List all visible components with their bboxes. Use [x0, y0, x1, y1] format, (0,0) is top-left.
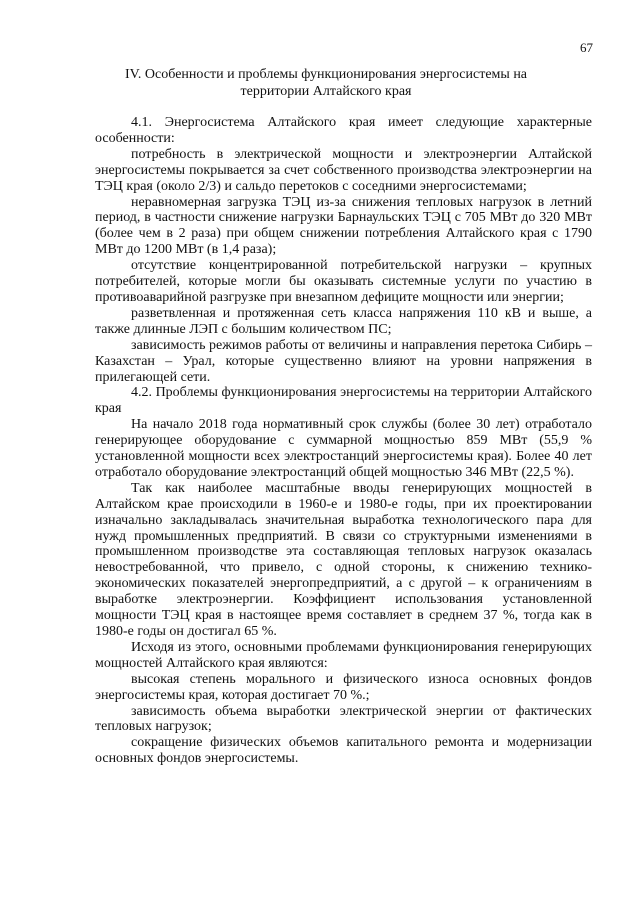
paragraph: высокая степень морального и физического износа основных фондов энергосистемы края, которая достигает 70 %.; [95, 671, 592, 703]
paragraph: сокращение физических объемов капитального ремонта и модернизации основных фондов энергосистемы. [95, 735, 592, 767]
paragraph: Исходя из этого, основными проблемами функционирования генерирующих мощностей Алтайского края являются: [95, 639, 592, 671]
paragraph: потребность в электрической мощности и электроэнергии Алтайской энергосистемы покрывается за счет собственного производства электроэнергии на ТЭЦ края (около 2/3) и сальдо перетоков с соседними энергосистемами; [95, 146, 592, 194]
paragraph: зависимость режимов работы от величины и направления перетока Сибирь – Казахстан – Урал, которые существенно влияют на уровни напряжения в прилегающей сети. [95, 337, 592, 385]
paragraph: разветвленная и протяженная сеть класса напряжения 110 кВ и выше, а также длинные ЛЭП с большим количеством ПС; [95, 305, 592, 337]
section-title: IV. Особенности и проблемы функционирования энергосистемы на территории Алтайского края [124, 67, 528, 99]
paragraph: зависимость объема выработки электрической энергии от фактических тепловых нагрузок; [95, 703, 592, 735]
page-number: 67 [580, 40, 593, 55]
paragraph: неравномерная загрузка ТЭЦ из-за снижения тепловых нагрузок в летний период, в частности снижение нагрузки Барнаульских ТЭЦ с 705 МВт до 320 МВт (более чем в 2 раза) при общем снижении потребления Алтайского края с 1790 МВт до 1200 МВт (в 1,4 раза); [95, 194, 592, 258]
paragraph: На начало 2018 года нормативный срок службы (более 30 лет) отработало генерирующее оборудование с суммарной мощностью 859 МВт (55,9 % установленной мощности всех электростанций энергосистемы края). Более 40 лет отработало оборудование электростанций общей мощностью 346 МВт (22,5 %). [95, 417, 592, 480]
paragraph: 4.2. Проблемы функционирования энергосистемы на территории Алтайского края [95, 385, 592, 417]
paragraph: отсутствие концентрированной потребительской нагрузки – крупных потребителей, которые могли бы оказывать системные услуги по участию в противоаварийной разгрузке при внезапном дефиците мощности или энергии; [95, 258, 592, 305]
document-body [95, 115, 592, 767]
paragraph: Так как наиболее масштабные вводы генерирующих мощностей в Алтайском крае происходили в 1960-е и 1980-е годы, при их проектировании изначально закладывалась значительная выработка технологического пара для нужд промышленных предприятий. В связи со структурными изменениями в промышленном производстве эта составляющая тепловых нагрузок оказалась невостребованной, что привело, с одной стороны, к снижению технико-экономических показателей энергопредприятий, а с другой – к ограничениям в выработке электроэнергии. Коэффициент использования установленной мощности ТЭЦ края в настоящее время составляет в среднем 37 %, тогда как в 1980-е годы он достигал 65 %. [95, 480, 592, 639]
paragraph: 4.1. Энергосистема Алтайского края имеет следующие характерные особенности: [95, 115, 592, 146]
